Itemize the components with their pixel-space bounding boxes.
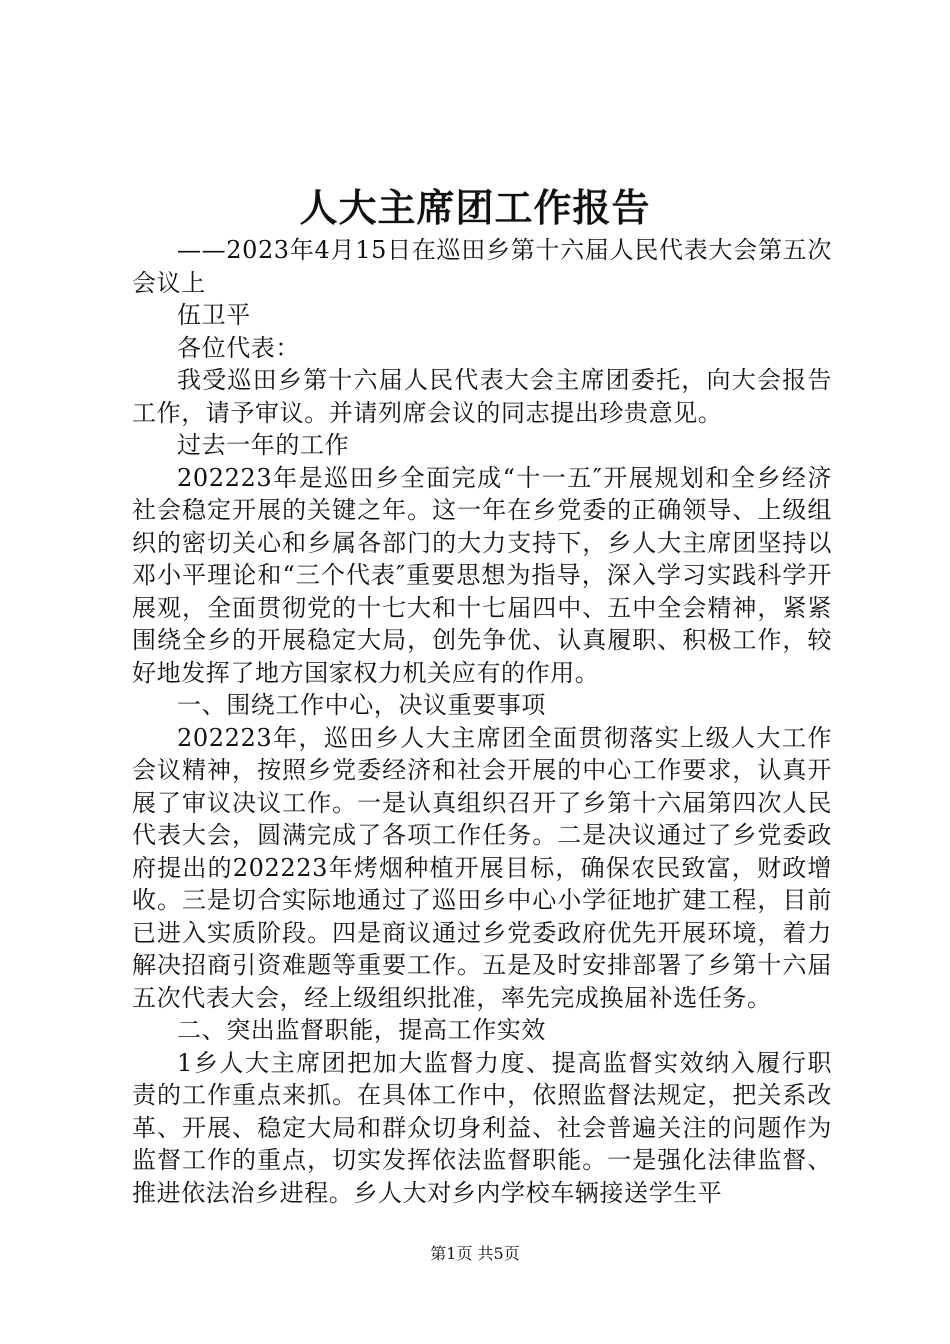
author-paragraph: 伍卫平 bbox=[177, 301, 251, 329]
section-heading: 过去一年的工作 bbox=[177, 431, 350, 459]
section-heading: 一、围绕工作中心，决议重要事项 bbox=[177, 691, 546, 719]
document-body bbox=[132, 234, 832, 1209]
section-heading: 二、突出监督职能，提高工作实效 bbox=[177, 1016, 546, 1044]
document-title: 人大主席团工作报告 bbox=[299, 185, 651, 230]
body-paragraph: 202223年，巡田乡人大主席团全面贯彻落实上级人大工作会议精神，按照乡党委经济和社会开展的中心工作要求，认真开展了审议决议工作。一是认真组织召开了乡第十六届第四次人民代表大会，圆满完成了各项工作任务。二是决议通过了乡党委政府提出的202223年烤烟种植开展目标，确保农民致富，财政增收。三是切合实际地通过了巡田乡中心小学征地扩建工程，目前已进入实质阶段。四是商议通过乡党委政府优先开展环境，着力解决招商引资难题等重要工作。五是及时安排部署了乡第十六届五次代表大会，经上级组织批准，率先完成换届补选任务。 bbox=[132, 723, 832, 1012]
page-footer: 第1页 共5页 bbox=[430, 1244, 520, 1263]
body-paragraph: 202223年是巡田乡全面完成“十一五″开展规划和全乡经济社会稳定开展的关键之年。这一年在乡党委的正确领导、上级组织的密切关心和乡属各部门的大力支持下，乡人大主席团坚持以邓小平理论和“三个代表″重要思想为指导，深入学习实践科学开展观，全面贯彻党的十七大和十七届四中、五中全会精神，紧紧围绕全乡的开展稳定大局，创先争优、认真履职、积极工作，较好地发挥了地方国家权力机关应有的作用。 bbox=[132, 463, 832, 687]
body-paragraph: 1乡人大主席团把加大监督力度、提高监督实效纳入履行职责的工作重点来抓。在具体工作中，依照监督法规定，把关系改革、开展、稳定大局和群众切身利益、社会普遍关注的问题作为监督工作的重点，切实发挥依法监督职能。一是强化法律监督、推进依法治乡进程。乡人大对乡内学校车辆接送学生平 bbox=[132, 1048, 832, 1207]
body-paragraph: 我受巡田乡第十六届人民代表大会主席团委托，向大会报告工作，请予审议。并请列席会议的同志提出珍贵意见。 bbox=[132, 366, 832, 427]
subtitle-paragraph: ——2023年4月15日在巡田乡第十六届人民代表大会第五次会议上 bbox=[132, 236, 832, 297]
salutation-paragraph: 各位代表： bbox=[177, 333, 300, 362]
